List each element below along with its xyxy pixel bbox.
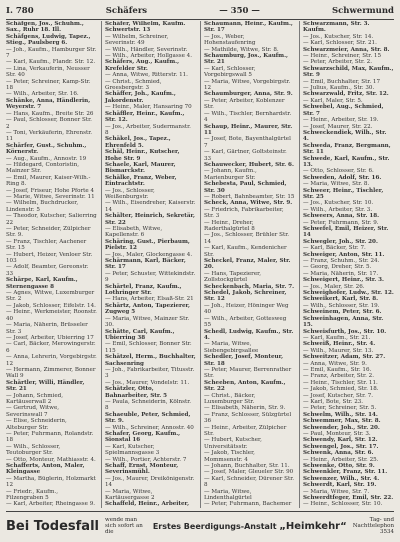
ad-note: wende man sich sofort an die xyxy=(104,517,143,535)
directory-entry: — Aug., Kaufm., Annostr. 19 xyxy=(6,155,87,162)
directory-entry: — Otto, Monteur, Mathiasstr. 4. xyxy=(6,456,96,463)
directory-entry: — Wilh., Tischler, Bernhardstr. 4 xyxy=(204,110,292,124)
directory-entry: Schäfers, Aug., Kaufm., Krefelder Str. xyxy=(105,59,180,72)
directory-entry: — Wilh., Eisendreher, Kaiserstr. 14 xyxy=(105,200,196,213)
directory-entry: — Otto, Schlosser, Str. 6. xyxy=(303,168,374,175)
directory-entry: Schäl, Heinr., Kutscher, Hohe Str. 9 xyxy=(105,149,180,162)
page-number: — 350 — xyxy=(219,6,260,16)
directory-entry: — Maria, Witwe, Str. 7. xyxy=(303,488,370,495)
directory-entry: — Franz, Schuhm., Str. 24. xyxy=(303,258,380,265)
directory-entry: — Heinr., Arbeiter, Str. 25. xyxy=(303,456,379,463)
directory-entry: — Maria, Witwe, Kartäusergasse 2 xyxy=(105,488,155,502)
directory-entry: — Jakob, Schmied, Str. 18. xyxy=(303,386,379,393)
directory-entry: — Johann, Buchhalter, Str. 11. xyxy=(204,463,290,470)
directory-entry: Schauwecker, Hubert, Str. 6. xyxy=(204,161,294,168)
directory-entry: Schwebel, Aug., Schmied, Str. 7 xyxy=(303,104,384,117)
directory-entry: — Jakob, Schlosser, Eifelstr. 14. xyxy=(6,302,96,309)
directory-entry: — Karl, Schneider, Dürener Str. 8 xyxy=(204,475,295,489)
directory-entry: Schaele, Karl, Maurer, Bismarckstr. xyxy=(105,161,176,175)
directory-entry: — Jos., Maler, Str. 26. xyxy=(303,283,365,290)
directory-entry: Schweinhagen, Anna, Str. 15. xyxy=(303,315,384,329)
directory-entry: — Maria, Näherin, Str. 17. xyxy=(303,270,379,277)
directory-entry: Schäfgens, Ludwig, Tapez., Stieg., Paulsberg 6. xyxy=(6,33,91,47)
directory-entry: — Karl, Bote, Str. 23. xyxy=(303,398,364,405)
directory-entry: Schweckendiek, Wilh., Str. 4. xyxy=(303,129,387,143)
directory-entry: Schweden, Adolf, Str. 16. xyxy=(303,174,382,181)
directory-entry: Schwemmer, Max, Str. 8. xyxy=(303,418,381,425)
directory-entry: — Maria, Witwe, Str. 8. xyxy=(303,181,370,188)
directory-entry: — Karl, Maler, Str. 5. xyxy=(303,97,363,104)
directory-entry: Schäring, Gust., Pierbaum, Pielstr. 12 xyxy=(105,238,190,252)
directory-entry: Schäfer, Wilhelm, Kaufm. Schwertstr. 13 xyxy=(105,21,186,34)
directory-entry: Schwerdt, Karl, Str. 19. xyxy=(303,482,377,489)
directory-entry: — Emil, Buchhalter, Str. 17 xyxy=(303,78,381,85)
directory-entry: Schwarzschild, Max, Kaufm., Str. 9 xyxy=(303,65,394,79)
directory-entry: Schäkel, Jos., Tapez., Ehrenfeld 5. xyxy=(105,136,171,149)
directory-entry: — Anna, Lehrerin, Vorgebirgstr. 12 xyxy=(6,354,97,367)
directory-entry: — Wilh., Arbeiter, Gottesweg 55 xyxy=(204,315,287,329)
directory-entry: Schärfer, Gust., Schuhm., Körnerstr. xyxy=(6,142,87,156)
directory-entry: — Franz, Arbeiter, Str. 2. xyxy=(303,373,374,380)
directory-entry: — Hans, Kaufm., Breite Str. 26 xyxy=(6,110,94,117)
directory-entry: — Adolf, Beamter, Gereonstr. 33 xyxy=(6,264,89,277)
directory-entry: Schweinem, Peter, Str. 6. xyxy=(303,309,382,316)
directory-entry: Schärmann, Karl, Bäcker, Str. 17 xyxy=(105,258,186,271)
directory-entry: Schäffler, Heinr., Kaufm., Str. 12. xyxy=(105,110,185,124)
advertisement-footer xyxy=(6,511,394,540)
directory-entry: — Josef, Arbeiter, Ubierring 17 xyxy=(6,334,94,341)
directory-entry: Schedel, Jakob, Schreiner, Str. 12 xyxy=(204,290,287,303)
directory-entry: Schafferts, Anton, Maler, Kleingasse xyxy=(6,463,85,476)
directory-entry: — Wilh., Schlosser, Teutoburger Str. xyxy=(6,443,61,457)
directory-entry: Schärtz, Anton, Tapezierer, Zugweg 5 xyxy=(105,302,190,316)
directory-entry: — Josef, Bote, Bayenthalgürtel 7 xyxy=(204,136,291,149)
directory-entry: — Wilh., Arbeiter, Str. 3. xyxy=(303,206,373,213)
directory-entry: — Mathilde, Witwe, Str. 8. xyxy=(204,46,279,53)
directory-entry: Scheckenbach, Maria, Str. 7. xyxy=(204,283,295,290)
directory-entry: — Heinr., Tischler, Str. 11. xyxy=(303,379,378,386)
directory-entry: Schafer, Georg, Kaufm., Sionstal 16 xyxy=(105,431,181,444)
directory-entry: Schwendy, Karl, Str. 12. xyxy=(303,437,378,444)
column-2 xyxy=(101,21,196,508)
directory-entry: — Jos., Maurer, Dreikönigenstr. 14 xyxy=(105,475,195,489)
directory-entry: — Marie, Witwe, Severinstr. 11 xyxy=(6,193,95,200)
directory-entry: — Heinr., Schreiner, Str. 15 xyxy=(303,53,382,60)
directory-entry: — Karl, Kaufm., Flandr. Str. 12. xyxy=(6,59,96,66)
directory-entry: — Georg, Dreher, Str. 5. xyxy=(303,264,372,271)
directory-entry: — Toni, Verkäuferin, Ehrenstr. 11 xyxy=(6,129,93,143)
directory-entry: Scheckel, Franz, Maler, Str. 20. xyxy=(204,258,291,271)
directory-entry: Schwerdtfeger, Emil, Str. 22. xyxy=(303,495,394,502)
directory-entry: Schedl, Ludwig, Kaufm., Str. 4. xyxy=(204,328,294,341)
directory-entry: — Emil, Kaufm., Str. 16. xyxy=(303,366,372,373)
directory-entry: — Josef, Maurer, Str. 22. xyxy=(303,123,373,130)
directory-entry: Schälter, Heinrich, Sekretär, Str. 22 xyxy=(105,213,195,226)
directory-entry: — Wilh., Arbeiter, Str. 16. xyxy=(6,91,79,98)
directory-entry: — Peter, Arbeiter, Str. 2. xyxy=(303,59,372,66)
directory-entry: — Joh., Fabrikarbeiter, Titusstr. 3 xyxy=(105,366,195,380)
directory-entry: — Jos., Weber, Hohenstaufenring xyxy=(204,33,256,47)
directory-entry: — Paul, Monteur, Str. 3. xyxy=(303,431,371,437)
directory-entry: — Joh., Kaufm., Hamburger Str. 7 xyxy=(6,46,97,60)
column-3 xyxy=(200,21,295,508)
directory-entry: Schwengel, Jos., Str. 17. xyxy=(303,443,379,450)
directory-entry: Schweiger, Anton, Str. 11. xyxy=(303,251,385,258)
directory-entry: — Paula, Schneiderin, Kölnstr. 8 xyxy=(105,398,192,412)
ad-company-name: „Heimkehr“ xyxy=(279,520,347,532)
column-4 xyxy=(299,21,394,508)
directory-entry: — Heinr., Maler, Hansaring 70 xyxy=(105,104,192,111)
directory-entry: — Josef, Maler, Gleueler Str. 90 xyxy=(204,469,294,476)
directory-entry: — Karl, Kaufm., Str. 21. xyxy=(303,334,371,341)
directory-entry: — Wilh., Portier, Achterstr. 7 xyxy=(105,456,187,463)
directory-entry: — Hermann, Zimmerer, Bonner Wall 9 xyxy=(6,366,96,380)
directory-entry: — Jakob, Tischler, Mommsenstr. 4 xyxy=(204,450,255,463)
directory-entry: — Wilh., Arbeiter, Hollgasse 4. xyxy=(105,53,193,60)
directory-entry: Schänke, Anna, Händlerin, Weyerstr. 7 xyxy=(6,97,91,111)
directory-entry: — Joh., Heizer, Höninger Weg 40 xyxy=(204,302,289,316)
directory-entry: Scheck, Anna, Witwe, Str. 9. xyxy=(204,200,293,207)
directory-entry: — Emil, Maurer, Kaiser-Wilh.-Ring 8. xyxy=(6,174,91,188)
directory-entry: Schwefel, Emil, Heizer, Str. 14 xyxy=(303,226,389,239)
directory-entry: — Jos., Maurer, Vondelstr. 11. xyxy=(105,379,190,386)
directory-entry: — Hans, Arbeiter, Elsaß-Str. 21 xyxy=(105,296,194,303)
directory-entry: Schaeuble, Peter, Schmied, Str. 9. xyxy=(105,411,191,425)
directory-entry: — Peter, Schneider, Zülpicher Str. 9. xyxy=(6,226,91,239)
directory-entry: Schweikert, Karl, Str. 8. xyxy=(303,296,379,303)
directory-entry: Schwarzmeier, Anna, Str. 8. xyxy=(303,46,390,53)
directory-entry: Schwarzmann, Str. 3. Kaufm. xyxy=(303,21,370,34)
directory-entry: — Julius, Kaufm., Str. 30. xyxy=(303,85,375,92)
directory-entry: — Jos., Maler, Glockengasse 4. xyxy=(105,251,193,258)
directory-entry: Schweighofer, Ludw., Str. 12. xyxy=(303,290,394,297)
directory-entry: — Franz, Tischler, Aachener Str. 15 xyxy=(6,238,87,252)
directory-entry: Schaup, Heinr., Maurer, Str. 11 xyxy=(204,123,293,136)
directory-entry: — Franz, Schlosser, Sülzgürtel 36 xyxy=(204,411,292,425)
directory-entry: — Friedrich, Fabrikarbeiter, Str. 3 xyxy=(204,206,284,220)
directory-entry: — Maria, Witwe, Siebengebirgsallee xyxy=(204,341,259,354)
directory-entry: — Karl, Bäcker, Str. 7. xyxy=(303,245,366,252)
directory-entry: Schwenk, Anna, Str. 6. xyxy=(303,450,374,457)
directory-entry: — Martha, Büglerin, Holzmarkt 12 xyxy=(6,475,96,489)
directory-entry: — Peter, Schreiner, Str. 5. xyxy=(303,405,377,412)
directory-entry: Schärtler, Willi, Händler, Str. 21 xyxy=(6,379,85,393)
directory-entry: Schaff, Ernst, Monteur, Severinsmühl. xyxy=(105,463,179,476)
directory-entry: — Peter, Fuhrmann, Rolandstr. 18 xyxy=(6,431,94,444)
directory-entry: Schälke, Franz, Weber, Eintrachtstr. xyxy=(105,174,177,188)
directory-entry: Schwenke, Otto, Str. 9. xyxy=(303,463,375,470)
directory-entry: — Hubert, Kutscher, Universitätsstr. xyxy=(204,437,262,450)
ad-company-prefix: Erstes Beerdigungs-Anstalt xyxy=(152,521,277,531)
directory-entry: — Theodor, Kutscher, Salierring 22 xyxy=(6,213,97,226)
directory-entry: — Christ., Schmied, Greesbergstr. 3 xyxy=(105,78,162,92)
directory-entry: — Heinr., Werkmeister, Roonstr. 40 xyxy=(6,309,97,322)
directory-entry: — Peter, Arbeiter, Koblenzer Str. xyxy=(204,97,285,111)
directory-entry: — Emil, Schlosser, Bonner Str. 115 xyxy=(105,341,192,354)
directory-entry: — Wilhelm, Buchdrucker, Lindenstr. 5 xyxy=(6,200,79,213)
directory-entry: — Elisabeth, Näherin, Str. 9. xyxy=(204,405,286,412)
directory-entry: — Johann, Kaufm., Marienburger Str. xyxy=(204,168,257,181)
directory-entry: Schäffer, Joh., Kaufm., Jakordenstr. xyxy=(105,91,176,104)
directory-entry: — Peter, Fuhrmann, Bachemer xyxy=(204,501,292,508)
directory-entry: Schätzel, Herm., Buchhalter, Sachsenring xyxy=(105,354,196,367)
directory-entry: — Karl, Gärtner, Goltsteinstr. 33 xyxy=(204,149,287,162)
directory-entry: Schweda, Franz, Bergmann, Str. 11 xyxy=(303,142,391,156)
page-ref: I. 780 xyxy=(6,6,34,16)
directory-entry: — Wilhelm, Schreiner, Severinstr. 49 xyxy=(105,33,169,47)
directory-entry: — Heinr., Arbeiter, Zülpicher Str. xyxy=(204,424,287,437)
directory-entry: Schaumburger, Anna, Str. 9. xyxy=(204,91,293,98)
directory-entry: Schweers, Anna, Str. 18. xyxy=(303,213,380,220)
directory-entry: Schwenkler, Franz, Str. 11. xyxy=(303,469,388,476)
directory-entry: — Maria, Witwe, Lindenthalgürtel xyxy=(204,488,252,502)
directory-entry: — Agnes, Witwe, Luxemburger Str. 2 xyxy=(6,290,95,303)
directory-entry: — Friedr., Kaufm., Filzengraben 5 xyxy=(6,488,59,502)
directory-entry: Schäfgen, Jos., Schuhm., Sax., Ruhr 18. Ill. xyxy=(6,21,84,34)
directory-entry: — Peter, Schreiner, Kamp-Str. 18 xyxy=(6,78,91,92)
directory-entry: — Karl, Schlosser, Vorgebirgswall 5 xyxy=(204,65,256,79)
directory-entry: — Elise, Schneiderin, Alteburger Str. xyxy=(6,418,67,431)
directory-entry: Schaumburg, Jos., Kaufm., Str. 21 xyxy=(204,53,288,66)
directory-entry: — Wilh., Händler, Severinstr. xyxy=(105,46,188,53)
directory-entry: — Peter, Schuster, Wittekindstr. 9 xyxy=(105,270,196,284)
directory-entry: — Hans, Tapezierer, Zollstockgürtel xyxy=(204,270,262,284)
directory-entry: — Jos., Arbeiter, Sudermanstr. 8 xyxy=(105,123,191,136)
directory-entry: — Anna, Witwe, Ritterstr. 11. xyxy=(105,72,188,79)
directory-entry: Schebesta, Paul, Schmied, Str. 30 xyxy=(204,181,287,194)
directory-entry: Schweitzer, Adam, Str. 27. xyxy=(303,354,386,361)
directory-entry: Schätzler, Otto, Bahnarbeiter, Str. 5 xyxy=(105,386,168,399)
directory-entry: — Peter, Maurer, Berrenrather Str. xyxy=(204,366,292,380)
directory-entry: — Wilh., Maurer, Str. 13. xyxy=(303,347,374,354)
directory-entry: Schätte, Carl, Kaufm., Ubierring 38 xyxy=(105,328,175,341)
directory-entry: Schwarzwald, Fritz, Str. 12. xyxy=(303,91,389,98)
directory-entry: — Karl, Kutscher, Spielmannsgasse 3 xyxy=(105,443,160,457)
directory-entry: — Jos., Kutscher, Str. 14. xyxy=(303,33,374,40)
ad-headline: Bei Todesfall xyxy=(6,518,99,534)
directory-entry: — Wilh., Schreiner, Annostr. 40 xyxy=(105,424,194,431)
directory-entry: — Elisabeth, Witwe, Kapellenstr. 6 xyxy=(105,226,163,239)
directory-entry: — Wilh., Schlosser, Str. 19. xyxy=(303,302,380,309)
directory-entry: Schärtel, Franz, Kaufm., Lothringer Str. xyxy=(105,283,182,297)
directory-entry: — Heinr., Dreher, Raderthalgürtel 8 xyxy=(204,219,255,232)
directory-entry: Schwelm, Wilh., Str. 14. xyxy=(303,411,378,418)
directory-entry: — Lina, Verkauferin, Neusser Str. 40 xyxy=(6,65,90,79)
directory-entry: — Gertrud, Witwe, Severinswall 7 xyxy=(6,405,60,418)
directory-entry: — Heinr., Arbeiter, Str. 19. xyxy=(303,117,379,124)
directory-entry: Scheeben, Anton, Kaufm., Str. 22 xyxy=(204,379,286,393)
left-running-title: Schäfers xyxy=(105,6,148,16)
directory-entry: — Karl, Schlosser, Str. 21. xyxy=(303,40,377,47)
directory-entry: — Karl, Arbeiter, Rheingasse 9. xyxy=(6,501,96,508)
directory-entry: Schwegler, Joh., Str. 20. xyxy=(303,238,378,245)
directory-entry: — Hubert, Heizer, Venloer Str. 103 xyxy=(6,251,93,265)
directory-entry: — Maria, Witwe, Vorgebirgstr. 12 xyxy=(204,78,291,92)
directory-columns xyxy=(6,21,394,508)
directory-entry: Schweer, Heinr., Tischler, Str. 25 xyxy=(303,187,384,200)
directory-entry: Schweisfurth, Jos., Str. 10. xyxy=(303,328,387,335)
directory-entry: — Josef, Kutscher, Str. 7. xyxy=(303,392,374,399)
directory-entry: Schwender, Joh., Str. 20. xyxy=(303,424,380,431)
directory-entry: — Hildegard, Contoristin, Mainzer Str. xyxy=(6,161,80,175)
directory-entry: — Robert, Bahnbeamter, Str. 15 xyxy=(204,193,295,200)
directory-entry: — Jos., Schlosser, Brühler Str. 14 xyxy=(204,232,290,245)
directory-entry: Schaumann, Heinr., Kaufm., Str. 17 xyxy=(204,21,293,34)
directory-entry: Schwede, Karl, Kaufm., Str. 13. xyxy=(303,155,390,168)
page-header xyxy=(6,4,394,18)
directory-entry: — Heinr., Schlosser, Str. 10. xyxy=(303,501,383,508)
directory-entry: Schärpe, Karl, Kaufm., Sternengasse 8 xyxy=(6,277,78,290)
directory-entry: — Maria, Witwe, Mainzer Str. 30. xyxy=(105,315,190,329)
header-rule xyxy=(6,19,394,20)
right-running-title: Schwermund xyxy=(331,6,394,16)
directory-entry: Schedler, Josef, Monteur, Str. 18 xyxy=(204,354,284,367)
directory-entry: — Jos., Schlosser, Weißenburgstr. xyxy=(105,187,155,200)
directory-entry: Schweigert, Heinr., Str. 3. xyxy=(303,277,385,284)
directory-entry: — Jos., Kutscher, Str. 10. xyxy=(303,200,374,207)
directory-entry: Schaffeld, Heinr., Arbeiter, xyxy=(105,501,190,508)
directory-entry: Schweiß, Heinr., Str. 4. xyxy=(303,341,376,348)
directory-entry: Schwenzer, Wilh., Str. 4. xyxy=(303,475,380,482)
directory-entry: — Peter, Fuhrmann, Str. 9. xyxy=(303,219,379,226)
directory-entry: — Anna, Witwe, Str. 9. xyxy=(303,360,367,367)
directory-entry: — Josef, Friseur, Hohe Pforte 4 xyxy=(6,187,95,194)
directory-entry: — Paul, Schlosser, Bonner Str. 2 xyxy=(6,117,92,130)
directory-entry: — Johann, Schmied, Kartäuserwall 2 xyxy=(6,392,64,405)
column-1 xyxy=(6,21,97,508)
ad-address: Tag- und Nachttelephon 3534 xyxy=(352,517,395,535)
ad-company xyxy=(153,521,347,532)
directory-entry: — Maria, Näherin, Brüsseler Str. 3 xyxy=(6,322,88,335)
directory-entry: — Christ., Bäcker, Luxemburger Str. xyxy=(204,392,256,405)
directory-entry: — Carl, Bäcker, Merowingerstr. 6 xyxy=(6,341,96,354)
directory-entry: — Karl, Kaufm., Kendenicher Str. xyxy=(204,245,287,258)
